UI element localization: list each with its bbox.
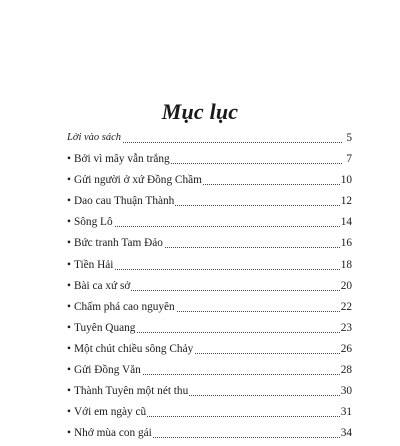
page-title: Mục lục [161,98,239,124]
toc-entry-page: 26 [340,342,352,355]
toc-entry-page: 23 [340,321,352,334]
bullet-icon: • [67,364,71,377]
toc-entry [67,172,352,193]
bullet-icon: • [67,195,71,208]
toc-entry [67,341,352,362]
toc-entry-page: 10 [340,174,352,187]
toc-entry-page: 16 [340,237,352,250]
toc-entry-page: 7 [346,153,352,166]
toc-entry [67,130,352,151]
toc-entry [67,299,352,320]
toc-entry-page: 31 [340,406,352,419]
toc-entry [67,151,352,172]
table-of-contents [67,130,352,446]
bullet-icon: • [67,237,71,250]
bullet-icon: • [67,385,71,398]
toc-entry-title: Sông Lô [74,216,113,229]
toc-entry-page: 28 [340,364,352,377]
toc-entry-title: Tuyên Quang [74,321,136,334]
toc-entry-title: Gửi Đồng Văn [74,364,141,377]
dot-leader [75,226,342,227]
bullet-icon: • [67,153,71,166]
bullet-icon: • [67,258,71,271]
bullet-icon: • [67,321,71,334]
bullet-icon: • [67,427,71,440]
bullet-icon: • [67,406,71,419]
toc-entry [67,383,352,404]
toc-entry [67,278,352,299]
toc-entry-title: Gửi người ở xứ Đồng Chầm [74,174,202,187]
toc-entry-page: 22 [340,300,352,313]
toc-entry-page: 14 [340,216,352,229]
toc-entry [67,235,352,256]
dot-leader [75,269,342,270]
toc-entry-page: 18 [340,258,352,271]
toc-entry [67,425,352,446]
toc-entry-title: Chấm phá cao nguyên [74,300,175,313]
toc-entry-title: Lời vào sách [67,132,122,143]
toc-entry [67,193,352,214]
toc-entry [67,404,352,425]
toc-entry-title: Một chút chiều sông Chảy [74,342,194,355]
bullet-icon: • [67,216,71,229]
toc-entry-page: 30 [340,385,352,398]
bullet-icon: • [67,300,71,313]
bullet-icon: • [67,174,71,187]
toc-entry-title: Với em ngày cũ [74,406,147,419]
toc-entry [67,320,352,341]
toc-entry [67,362,352,383]
toc-entry [67,214,352,235]
toc-entry-page: 20 [340,279,352,292]
toc-entry-title: Bởi vì mây vẫn trắng [74,153,170,166]
toc-entry-title: Nhớ mùa con gái [74,427,152,440]
toc-entry-title: Bài ca xứ sở [74,279,131,292]
toc-entry [67,257,352,278]
toc-entry-title: Tiền Hải [74,258,114,271]
toc-entry-title: Dao cau Thuận Thành [74,195,175,208]
toc-entry-page: 34 [340,427,352,440]
toc-entry-title: Bức tranh Tam Đảo [74,237,163,250]
bullet-icon: • [67,342,71,355]
toc-entry-page: 12 [340,195,352,208]
toc-entry-page: 5 [346,132,352,144]
bullet-icon: • [67,279,71,292]
toc-entry-title: Thành Tuyên một nét thu [74,385,189,398]
